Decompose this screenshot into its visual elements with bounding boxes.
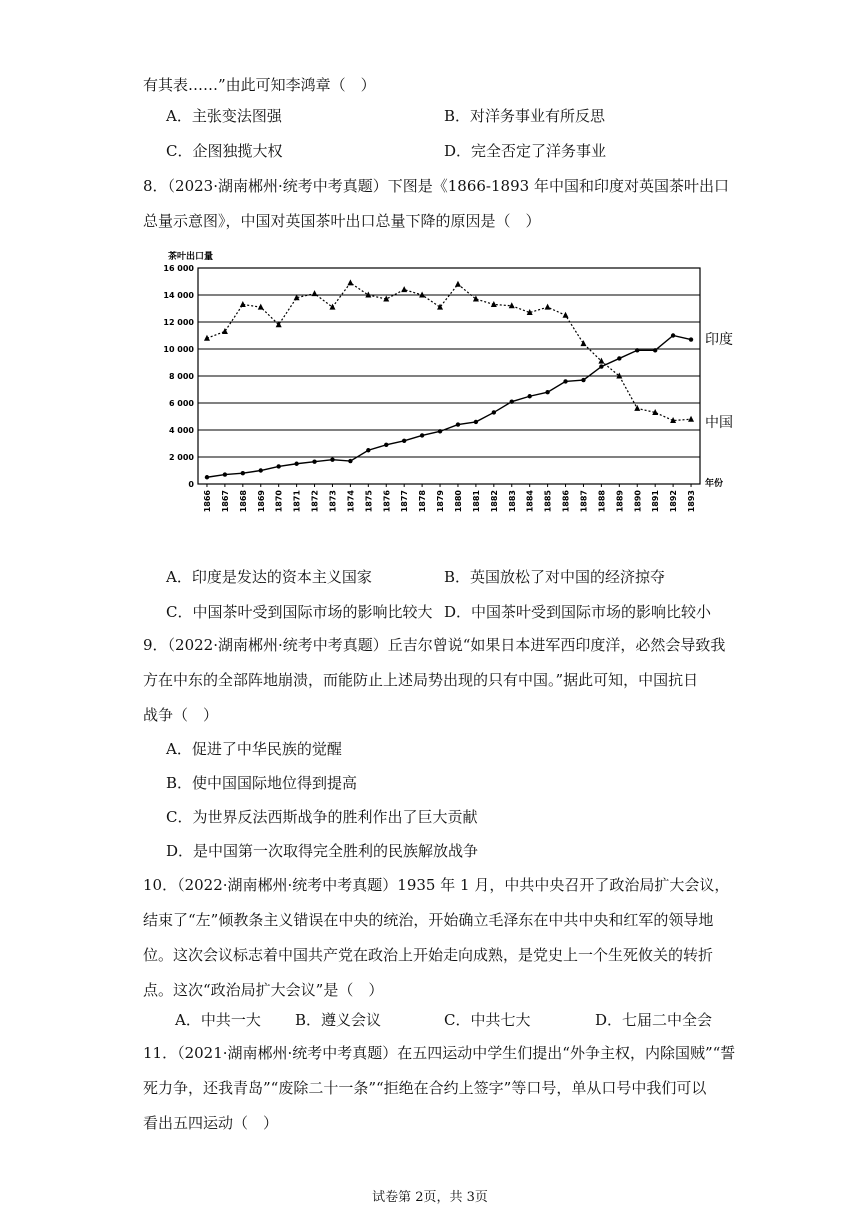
point-china	[312, 290, 318, 296]
y-tick-label: 0	[188, 480, 194, 489]
x-tick-label: 1878	[418, 490, 428, 513]
q10-stem-line4: 点。这次“政治局扩大会议”是（ ）	[143, 981, 384, 999]
x-tick-label: 1886	[561, 490, 571, 513]
point-india	[384, 443, 388, 447]
x-tick-label: 1890	[633, 490, 643, 513]
point-india	[420, 433, 424, 437]
point-india	[259, 468, 263, 472]
x-tick-label: 1867	[220, 490, 230, 513]
q10-stem-line3: 位。这次会议标志着中国共产党在政治上开始走向成熟，是党史上一个生死攸关的转折	[143, 946, 714, 964]
point-china	[455, 281, 461, 287]
q7-stem-tail: 有其表……”由此可知李鸿章（ ）	[143, 76, 376, 94]
x-tick-label: 1879	[436, 490, 446, 513]
chart-series	[204, 279, 694, 479]
x-tick-label: 1876	[382, 490, 392, 513]
x-tick-label: 1883	[507, 490, 517, 513]
q7-option-c[interactable]: C．企图独揽大权	[166, 142, 283, 160]
point-india	[205, 475, 209, 479]
point-india	[312, 460, 316, 464]
x-tick-label: 1881	[471, 490, 481, 513]
q11-stem-line1: 11．（2021·湖南郴州·统考中考真题）在五四运动中学生们提出“外争主权，内除国贼”“誓	[143, 1044, 736, 1062]
series-line-china	[207, 283, 691, 421]
x-tick-label: 1866	[202, 490, 212, 513]
x-tick-label: 1868	[238, 490, 248, 513]
x-tick-label: 1871	[292, 490, 302, 513]
point-china	[563, 312, 569, 318]
point-india	[402, 439, 406, 443]
x-tick-label: 1882	[489, 490, 499, 513]
q8-option-d[interactable]: D．中国茶叶受到国际市场的影响比较小	[444, 603, 712, 621]
q9-stem-line3: 战争（ ）	[143, 706, 219, 724]
point-china	[204, 335, 210, 341]
x-tick-label: 1875	[364, 490, 374, 513]
point-china	[258, 304, 264, 310]
point-india	[223, 472, 227, 476]
point-china	[491, 301, 497, 307]
point-india	[653, 348, 657, 352]
q8-stem-line1: 8．（2023·湖南郴州·统考中考真题）下图是《1866-1893 年中国和印度对英国茶叶出口	[143, 177, 729, 195]
q10-option-d[interactable]: D．七届二中全会	[595, 1011, 713, 1029]
q9-stem-line1: 9．（2022·湖南郴州·统考中考真题）丘吉尔曾说“如果日本进军西印度洋，必然会导致我	[143, 636, 726, 654]
tea-export-chart	[160, 250, 750, 530]
x-tick-labels	[203, 484, 696, 512]
y-tick-labels	[163, 264, 194, 489]
q10-stem-line1: 10．（2022·湖南郴州·统考中考真题）1935 年 1 月，中共中央召开了政治局扩大会议，	[143, 876, 730, 894]
point-china	[545, 304, 551, 310]
point-india	[241, 471, 245, 475]
q7-option-d[interactable]: D．完全否定了洋务事业	[444, 142, 607, 160]
q8-option-c[interactable]: C．中国茶叶受到国际市场的影响比较大	[166, 603, 433, 621]
q9-option-c[interactable]: C．为世界反法西斯战争的胜利作出了巨大贡献	[166, 808, 478, 826]
point-india	[330, 458, 334, 462]
point-india	[348, 459, 352, 463]
y-tick-label: 8 000	[168, 372, 194, 381]
x-tick-label: 1884	[525, 490, 535, 513]
point-china	[240, 301, 246, 307]
x-axis-label: 年份	[705, 479, 724, 489]
point-india	[689, 337, 693, 341]
x-tick-label: 1885	[543, 490, 553, 513]
point-india	[276, 464, 280, 468]
point-china	[222, 328, 228, 334]
x-tick-label: 1880	[453, 490, 463, 513]
chart-grid	[198, 268, 700, 484]
x-tick-label: 1870	[274, 490, 284, 513]
x-tick-label: 1892	[669, 490, 679, 513]
x-tick-label: 1873	[328, 490, 338, 513]
y-tick-label: 16 000	[163, 264, 194, 273]
point-india	[510, 399, 514, 403]
y-tick-label: 2 000	[168, 453, 194, 462]
series-label-india: 印度	[705, 332, 733, 348]
x-tick-label: 1877	[400, 490, 410, 513]
x-tick-label: 1872	[310, 490, 320, 513]
q9-option-d[interactable]: D．是中国第一次取得完全胜利的民族解放战争	[166, 842, 479, 860]
q10-stem-line2: 结束了“左”倾教条主义错误在中央的统治，开始确立毛泽东在中共中央和红军的领导地	[143, 911, 714, 929]
point-india	[456, 422, 460, 426]
y-tick-label: 6 000	[168, 399, 194, 408]
point-china	[437, 304, 443, 310]
x-tick-label: 1869	[256, 490, 266, 513]
point-india	[563, 379, 567, 383]
q10-option-a[interactable]: A．中共一大	[175, 1011, 261, 1029]
point-india	[635, 348, 639, 352]
page-footer: 试卷第 2页，共 3页	[372, 1190, 488, 1205]
q7-option-b[interactable]: B．对洋务事业有所反思	[444, 107, 606, 125]
point-china	[329, 304, 335, 310]
point-india	[527, 394, 531, 398]
q10-option-b[interactable]: B．遵义会议	[295, 1011, 382, 1029]
x-tick-label: 1889	[615, 490, 625, 513]
point-india	[545, 390, 549, 394]
y-tick-label: 12 000	[163, 318, 194, 327]
point-india	[294, 462, 298, 466]
x-tick-label: 1891	[651, 490, 661, 513]
point-china	[580, 340, 586, 346]
point-india	[438, 429, 442, 433]
q9-option-a[interactable]: A．促进了中华民族的觉醒	[166, 740, 342, 758]
point-india	[492, 410, 496, 414]
q8-option-a[interactable]: A．印度是发达的资本主义国家	[166, 568, 372, 586]
y-tick-label: 10 000	[163, 345, 194, 354]
x-tick-label: 1874	[346, 490, 356, 513]
point-china	[473, 296, 479, 302]
q8-stem-line2: 总量示意图》，中国对英国茶叶出口总量下降的原因是（ ）	[143, 212, 541, 230]
y-tick-label: 14 000	[163, 291, 194, 300]
x-tick-label: 1893	[687, 490, 697, 513]
point-india	[581, 378, 585, 382]
q10-option-c[interactable]: C．中共七大	[444, 1011, 531, 1029]
point-china	[688, 416, 694, 422]
y-axis-label: 茶叶出口量	[168, 252, 214, 262]
point-india	[599, 364, 603, 368]
q9-option-b[interactable]: B．使中国国际地位得到提高	[166, 774, 358, 792]
series-label-china: 中国	[705, 415, 733, 431]
point-india	[366, 448, 370, 452]
q9-stem-line2: 方在中东的全部阵地崩溃，而能防止上述局势出现的只有中国。”据此可知，中国抗日	[143, 671, 699, 689]
point-china	[347, 279, 353, 285]
point-china	[401, 286, 407, 292]
y-tick-label: 4 000	[168, 426, 194, 435]
q11-stem-line3: 看出五四运动（ ）	[143, 1114, 279, 1132]
x-tick-label: 1887	[579, 490, 589, 513]
point-india	[617, 356, 621, 360]
q11-stem-line2: 死力争，还我青岛”“废除二十一条”“拒绝在合约上签字”等口号，单从口号中我们可以	[143, 1079, 707, 1097]
q7-option-a[interactable]: A．主张变法图强	[166, 107, 282, 125]
x-tick-label: 1888	[597, 490, 607, 513]
point-india	[671, 333, 675, 337]
point-india	[474, 420, 478, 424]
q8-option-b[interactable]: B．英国放松了对中国的经济掠夺	[444, 568, 666, 586]
